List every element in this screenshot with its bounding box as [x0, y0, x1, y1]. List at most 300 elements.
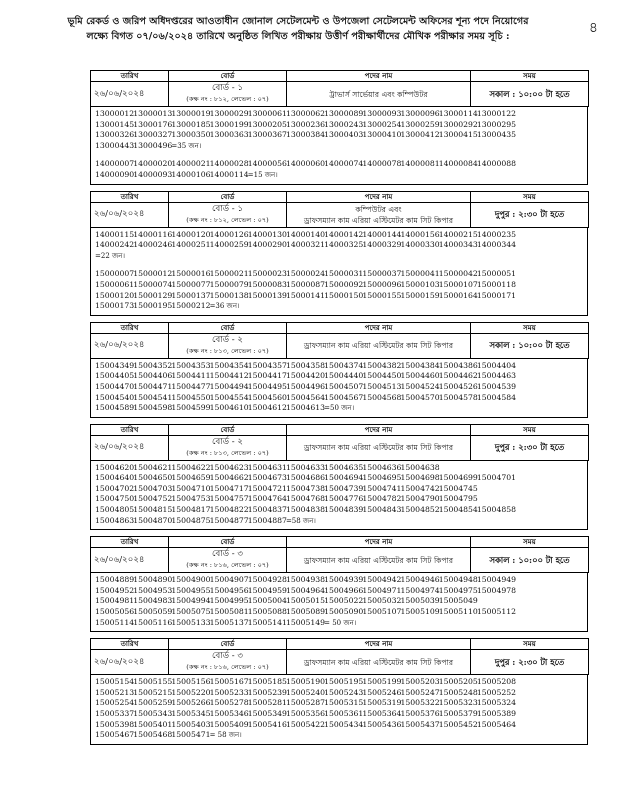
- section-header-table: [90, 70, 589, 107]
- roll-number: 15004742: [400, 483, 440, 493]
- roll-number: 15005403: [171, 719, 211, 729]
- roll-row: [95, 141, 583, 152]
- heading-line-2: লক্ষ্যে বিগত ০৭/০৬/২০২৪ তারিখে অনুষ্ঠিত লিখিত পরীক্ষায় উত্তীর্ণ পরীক্ষার্থীদের মৌখিক পরীক্ষার সময় সূচি :: [86, 31, 510, 42]
- roll-row: [95, 484, 583, 495]
- roll-number: 15004710: [171, 483, 211, 493]
- roll-number: 15000077: [171, 279, 211, 289]
- roll-number: 15005345: [171, 709, 211, 718]
- roll-number: 15004405: [95, 371, 135, 381]
- roll-number: 15004955: [171, 585, 211, 595]
- roll-row: [95, 403, 583, 414]
- roll-row: [95, 730, 583, 741]
- exam-date: ২৬/০৬/২০২৪: [91, 82, 169, 107]
- room-info: (কক্ষ নং : ৮১৩, লেভেল : ০৭): [186, 346, 269, 355]
- roll-number: 15005004: [247, 596, 287, 606]
- roll-number: 15005056: [95, 607, 135, 617]
- roll-number: 15004635: [324, 462, 364, 472]
- roll-number: 15005248: [438, 687, 478, 697]
- board-cell: [169, 650, 287, 675]
- roll-number: 15004567: [324, 392, 364, 402]
- roll-row: [95, 251, 583, 262]
- room-info: (কক্ষ নং : ৮১২, লেভেল : ০৭): [186, 215, 269, 224]
- roll-number: 15005075: [171, 607, 211, 617]
- roll-number: 15005422: [285, 719, 326, 729]
- roll-number: 13000145: [95, 119, 135, 129]
- roll-number: 15004384: [400, 360, 440, 370]
- exam-time: সকাল : ১০:০০ টা হতে: [471, 82, 589, 107]
- time-caption: সময়: [471, 322, 589, 333]
- roll-number: 15005059: [133, 607, 173, 617]
- roll-number: 14000060: [285, 159, 326, 169]
- roll-number: 15000173: [95, 301, 135, 311]
- roll-row: [95, 361, 583, 372]
- roll-number: 13000327: [133, 130, 173, 140]
- roll-number: 14000235: [476, 229, 517, 239]
- roll-number: 13000443: [95, 140, 135, 150]
- roll-number: 13000185: [171, 119, 211, 129]
- roll-number: 15004995: [209, 596, 249, 606]
- roll-number: 15004843: [362, 505, 402, 515]
- roll-number: 15004406: [133, 371, 173, 381]
- header-value-row: [91, 435, 589, 460]
- exam-date: ২৬/০৬/২০২৪: [91, 650, 169, 675]
- board-name: বোর্ড - ৩: [211, 549, 244, 560]
- roll-number: 15000118: [476, 279, 517, 289]
- roll-number: 15004790: [400, 494, 440, 504]
- roll-number: 15005349: [247, 709, 287, 718]
- roll-number: 15005401: [133, 719, 173, 729]
- roll-number: 15004975: [438, 585, 478, 595]
- roll-number: 14000246: [133, 240, 173, 250]
- roll-number: 15000129: [133, 290, 173, 300]
- roll-number: 15005208: [476, 677, 517, 687]
- roll-number: 13000496: [133, 140, 173, 150]
- roll-row: [95, 494, 583, 505]
- roll-number: 15004599: [171, 403, 211, 413]
- roll-number: 13000176: [133, 119, 173, 129]
- roll-number: 15004686: [285, 473, 326, 483]
- roll-number: 15004352: [133, 360, 173, 370]
- section-header-table: [90, 322, 589, 359]
- schedule-section: [90, 424, 588, 531]
- roll-number: 15004638: [400, 462, 440, 472]
- roll-number: 13000384: [285, 130, 326, 140]
- roll-number: 15004776: [324, 494, 364, 504]
- roll-number: 15005081: [209, 607, 249, 617]
- board-caption: বোর্ড: [169, 639, 287, 650]
- roll-number: 15004978: [476, 585, 517, 595]
- date-caption: তারিখ: [91, 71, 169, 82]
- roll-number: 15005015: [285, 596, 326, 606]
- roll-number: 15005114: [95, 617, 135, 627]
- post-cell: [287, 202, 471, 227]
- roll-number: 15005112: [476, 607, 517, 617]
- post-cell: [287, 548, 471, 573]
- roll-number: 13000236: [285, 119, 326, 129]
- roll-number: 13000435: [476, 130, 517, 140]
- roll-number: 13000243: [324, 119, 364, 129]
- roll-number: 15000096: [362, 279, 402, 289]
- roll-number: 15004942: [362, 575, 402, 585]
- roll-number: 14000106: [171, 169, 211, 179]
- roll-number: 15004939: [324, 575, 364, 585]
- roll-number: 15004870: [133, 515, 173, 525]
- roll-number-list: [90, 359, 588, 418]
- roll-number: 15000042: [438, 269, 478, 279]
- roll-number: 15000023: [247, 269, 287, 279]
- roll-number: 15004699: [438, 473, 478, 483]
- roll-row: [95, 505, 583, 516]
- roll-number: 14000028: [209, 159, 249, 169]
- roll-number: 15004374: [324, 360, 364, 370]
- roll-number: 15004782: [362, 494, 402, 504]
- roll-number: 15004745: [438, 483, 478, 493]
- roll-number: 15004838: [285, 505, 326, 515]
- roll-number: 15005213: [95, 687, 135, 697]
- roll-number: 14000329: [362, 240, 402, 250]
- roll-number: 15005315: [324, 698, 364, 708]
- roll-number: 14000156: [400, 229, 440, 239]
- time-caption: সময়: [471, 191, 589, 202]
- roll-row: [95, 677, 583, 688]
- roll-number: 14000084: [438, 159, 478, 169]
- roll-number: 15000150: [324, 290, 364, 300]
- roll-number: 13000013: [133, 109, 173, 118]
- roll-row: [95, 240, 583, 251]
- roll-number: 15005156: [171, 677, 211, 687]
- roll-number: 15005259: [133, 698, 173, 708]
- roll-number: 15004550: [171, 392, 211, 402]
- roll-number: 15005471: [171, 730, 211, 740]
- roll-number: 15004540: [95, 392, 135, 402]
- header-value-row: [91, 202, 589, 227]
- roll-number: 15004570: [400, 392, 440, 402]
- roll-number: 15005337: [95, 709, 135, 718]
- roll-number: 15004386: [438, 360, 478, 370]
- section-header-table: [90, 638, 589, 675]
- roll-number: 14000144: [362, 229, 402, 239]
- post-cell: [287, 333, 471, 358]
- heading-line-1: ভূমি রেকর্ড ও জরিপ অধিদপ্তরের আওতাধীন জোনাল সেটেলমেন্ট ও উপজেলা সেটেলমেন্ট অফিসের শূন্য পদে নিয়োগের: [67, 16, 529, 27]
- board-caption: বোর্ড: [169, 322, 287, 333]
- roll-number: 13000415: [438, 130, 478, 140]
- roll-number: 14000020: [133, 159, 173, 169]
- roll-number: 15005436: [362, 719, 402, 729]
- roll-number: 15005133: [171, 617, 211, 627]
- roll-number: 15004753: [171, 494, 211, 504]
- roll-number: 15000041: [400, 269, 440, 279]
- roll-number: 15000103: [400, 279, 440, 289]
- roll-number: 13000259: [400, 119, 440, 129]
- roll-number: 15005203: [400, 677, 440, 687]
- roll-number: 13000096: [400, 109, 440, 118]
- roll-number: 15004417: [247, 371, 287, 381]
- roll-number: 15004471: [133, 381, 173, 391]
- roll-number: 14000090: [95, 169, 135, 179]
- roll-number: 15000016: [171, 269, 211, 279]
- roll-number: 13000205: [247, 119, 287, 129]
- candidate-count: = 50 জন।: [324, 618, 357, 627]
- exam-date: ২৬/০৬/২০২৪: [91, 548, 169, 573]
- roll-row: [95, 618, 583, 629]
- header-caption-row: [91, 191, 589, 202]
- header-caption-row: [91, 424, 589, 435]
- roll-number: 15005468: [133, 730, 173, 740]
- roll-number: 15005090: [324, 607, 364, 617]
- roll-row: [95, 393, 583, 404]
- roll-number: 15004948: [438, 575, 478, 585]
- roll-number: 15005049: [438, 596, 478, 606]
- roll-number: 15004620: [95, 462, 135, 472]
- roll-number: 15005324: [476, 698, 517, 708]
- roll-number: 15004440: [324, 371, 364, 381]
- roll-number: 15000037: [362, 269, 402, 279]
- roll-number: 13000412: [400, 130, 440, 140]
- roll-number: 15005137: [209, 617, 249, 627]
- roll-number: 15004623: [209, 462, 249, 472]
- roll-number: 14000343: [438, 240, 478, 250]
- schedule-section: [90, 536, 588, 632]
- roll-number: 15004662: [209, 473, 249, 483]
- roll-number: 15004854: [438, 505, 478, 515]
- roll-number: 15004673: [247, 473, 287, 483]
- header-value-row: [91, 82, 589, 107]
- roll-number: 14000116: [133, 229, 173, 239]
- roll-number: 15005379: [438, 709, 478, 718]
- roll-number: 15005434: [324, 719, 364, 729]
- post-caption: পদের নাম: [287, 537, 471, 548]
- roll-number: 15005323: [438, 698, 478, 708]
- roll-number: 15004946: [400, 575, 440, 585]
- post-caption: পদের নাম: [287, 424, 471, 435]
- roll-row: [95, 130, 583, 141]
- board-cell: [169, 202, 287, 227]
- room-info: (কক্ষ নং : ৮১২, লেভেল : ০৭): [186, 95, 269, 103]
- page-number: ৪: [588, 20, 598, 36]
- roll-number: 15000031: [324, 269, 364, 279]
- roll-number: 15005266: [171, 698, 211, 708]
- roll-number: 15005398: [95, 719, 135, 729]
- roll-number: 15004357: [247, 360, 287, 370]
- roll-number: 15004631: [247, 462, 287, 472]
- roll-row: [95, 698, 583, 709]
- roll-number: 15005233: [209, 687, 249, 697]
- roll-number: 15004578: [438, 392, 478, 402]
- roll-number: 15004640: [95, 473, 135, 483]
- roll-number: 13000062: [285, 109, 326, 118]
- board-cell: [169, 82, 287, 107]
- roll-number: 15004462: [438, 371, 478, 381]
- date-caption: তারিখ: [91, 424, 169, 435]
- roll-row: [95, 159, 583, 170]
- section-header-table: [90, 424, 589, 461]
- roll-number: 15004589: [95, 403, 135, 413]
- roll-number: 15005346: [209, 709, 249, 718]
- roll-number: 14000325: [324, 240, 364, 250]
- schedule-section: [90, 70, 588, 185]
- roll-number: 15004858: [476, 505, 517, 515]
- group-spacer: [95, 261, 583, 269]
- roll-number: 15000171: [476, 290, 517, 300]
- roll-number: 15004822: [209, 505, 249, 515]
- roll-row: [95, 586, 583, 597]
- roll-number: 15000138: [209, 290, 249, 300]
- roll-number: 15000141: [285, 290, 326, 300]
- roll-number: 15004877: [209, 515, 249, 525]
- roll-number: 15004470: [95, 381, 135, 391]
- roll-number: 15005167: [209, 677, 249, 687]
- post-name: ড্রাফসম্যান কাম এরিয়া এস্টিমেটর কাম সিট কিপার: [303, 657, 453, 667]
- roll-number: 13000326: [95, 130, 135, 140]
- exam-date: ২৬/০৬/২০২৪: [91, 435, 169, 460]
- schedule-section: [90, 322, 588, 418]
- room-info: (কক্ষ নং : ৮১৬, লেভেল : ০৭): [186, 663, 269, 672]
- roll-number: 13000019: [171, 109, 211, 118]
- time-caption: সময়: [471, 424, 589, 435]
- roll-number: 15000139: [247, 290, 287, 300]
- roll-row: [95, 473, 583, 484]
- roll-number: 15000061: [95, 279, 135, 289]
- roll-number: 15004698: [400, 473, 440, 483]
- exam-date: ২৬/০৬/২০২৪: [91, 333, 169, 358]
- roll-row: [95, 170, 583, 181]
- roll-number: 15004354: [209, 360, 249, 370]
- roll-number: 15004702: [95, 483, 135, 493]
- roll-number: 15004584: [476, 392, 517, 402]
- roll-number: 15004703: [133, 483, 173, 493]
- roll-number: 15005155: [133, 677, 173, 687]
- section-header-table: [90, 536, 589, 573]
- roll-number: 14000007: [95, 159, 135, 169]
- roll-row: [95, 709, 583, 720]
- time-caption: সময়: [471, 71, 589, 82]
- roll-number: 14000130: [247, 229, 287, 239]
- roll-number: 15000079: [209, 279, 249, 289]
- roll-number: 13000410: [362, 130, 402, 140]
- roll-number: 15004358: [285, 360, 326, 370]
- roll-number: 14000140: [285, 229, 326, 239]
- roll-number: 15004764: [247, 494, 287, 504]
- board-caption: বোর্ড: [169, 191, 287, 202]
- roll-number: 15004598: [133, 403, 173, 413]
- exam-time: সকাল : ১০:০০ টা হতে: [471, 333, 589, 358]
- roll-number: 15005389: [476, 709, 517, 718]
- schedule-section: [90, 191, 588, 316]
- board-name: বোর্ড - ২: [211, 436, 244, 447]
- roll-number: 15004837: [247, 505, 287, 515]
- post-name: ড্রাফসম্যান কাম এরিয়া এস্টিমেটর কাম সিট কিপার: [303, 555, 453, 565]
- roll-number: 14000251: [171, 240, 211, 250]
- roll-number: 15004560: [247, 392, 287, 402]
- post-cell: [287, 82, 471, 107]
- roll-number: 15005464: [476, 719, 517, 729]
- roll-number: 15005190: [285, 677, 326, 687]
- roll-number: 14000078: [362, 159, 402, 169]
- post-cell: [287, 435, 471, 460]
- roll-number: 15004889: [95, 575, 135, 585]
- roll-number: 15005116: [133, 617, 173, 627]
- roll-number: 13000114: [438, 109, 478, 118]
- roll-number: 15005254: [95, 698, 135, 708]
- roll-number: 15004994: [171, 596, 211, 606]
- roll-number: 15005185: [247, 677, 287, 687]
- roll-number: 14000242: [95, 240, 135, 250]
- roll-row: [95, 269, 583, 280]
- roll-number: 15004768: [285, 494, 326, 504]
- header-caption-row: [91, 639, 589, 650]
- roll-row: [95, 230, 583, 241]
- roll-number: 15004739: [324, 483, 364, 493]
- roll-number: 15004938: [285, 575, 326, 585]
- roll-number: 13000295: [476, 119, 517, 129]
- roll-number: 15004450: [362, 371, 402, 381]
- roll-number: 13000199: [209, 119, 249, 129]
- roll-number: 15000195: [133, 301, 173, 311]
- roll-number: 15000092: [324, 279, 364, 289]
- exam-time: সকাল : ১০:০০ টা হতে: [471, 548, 589, 573]
- roll-number: 14000142: [324, 229, 364, 239]
- roll-number: 15004507: [324, 381, 364, 391]
- roll-number: 15000120: [95, 290, 135, 300]
- roll-number: 15004741: [362, 483, 402, 493]
- roll-number: 15005281: [247, 698, 287, 708]
- roll-row: [95, 688, 583, 699]
- roll-row: [95, 301, 583, 312]
- roll-number: 15004907: [209, 575, 249, 585]
- roll-number: 15004636: [362, 462, 402, 472]
- roll-number: 13000403: [324, 130, 364, 140]
- roll-number: 13000061: [247, 109, 287, 118]
- roll-number: 15004928: [247, 575, 287, 585]
- roll-number: 15005252: [476, 687, 517, 697]
- roll-number: 15004494: [209, 381, 249, 391]
- exam-date: ২৬/০৬/২০২৪: [91, 202, 169, 227]
- roll-number: 13000012: [95, 109, 135, 118]
- candidate-count: =35 জন।: [171, 141, 202, 150]
- roll-number: 15000137: [171, 290, 211, 300]
- roll-number: 15004420: [285, 371, 326, 381]
- roll-number: 15005205: [438, 677, 478, 687]
- roll-number: 15005278: [209, 698, 249, 708]
- roll-number: 15004750: [95, 494, 135, 504]
- roll-number: 15005319: [362, 698, 402, 708]
- post-caption: পদের নাম: [287, 71, 471, 82]
- roll-number: 14000093: [133, 169, 173, 179]
- roll-number: 15004981: [95, 596, 135, 606]
- post-caption: পদের নাম: [287, 191, 471, 202]
- date-caption: তারিখ: [91, 191, 169, 202]
- roll-number: 15004694: [324, 473, 364, 483]
- roll-number: 15005039: [400, 596, 440, 606]
- roll-number: 15005287: [285, 698, 326, 708]
- roll-number: 15005243: [324, 687, 364, 697]
- roll-number: 15004412: [209, 371, 249, 381]
- roll-number: 15004974: [400, 585, 440, 595]
- roll-number: 15005032: [362, 596, 402, 606]
- post-name-second-line: ড্রাফসম্যান কাম এরিয়া এস্টিমেটর কাম সিট কিপার: [303, 215, 453, 225]
- roll-number: 15004795: [438, 494, 478, 504]
- candidate-count: =50 জন।: [324, 404, 355, 413]
- board-name: বোর্ড - ২: [211, 334, 244, 345]
- board-name: বোর্ড - ১: [211, 83, 244, 93]
- roll-number: 15004757: [209, 494, 249, 504]
- roll-row: [95, 516, 583, 527]
- roll-row: [95, 120, 583, 131]
- roll-number: 15005110: [438, 607, 478, 617]
- roll-number: 15000051: [476, 269, 517, 279]
- roll-number: 13000122: [476, 109, 517, 118]
- roll-number: 15004701: [476, 473, 517, 483]
